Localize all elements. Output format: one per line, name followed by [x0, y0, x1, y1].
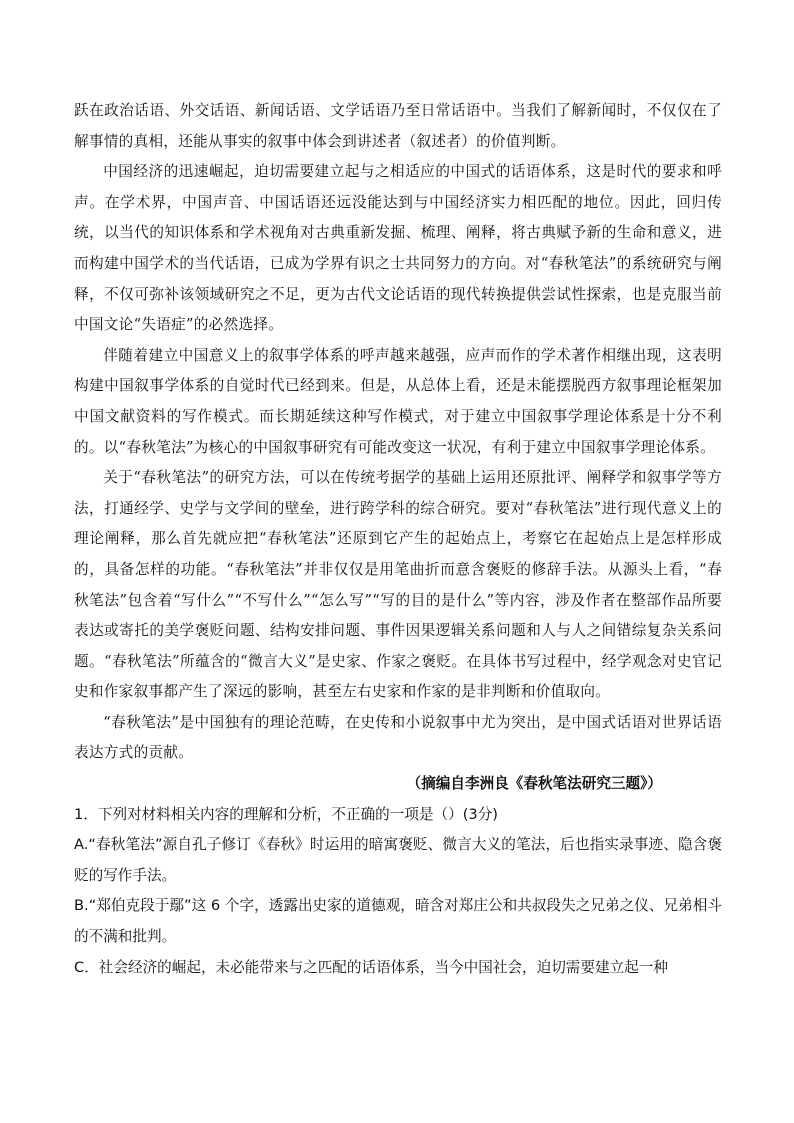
option-a: A.“春秋笔法”源自孔子修订《春秋》时运用的暗寓褒贬、微言大义的笔法，后也指实录事迹、隐含褒贬的写作手法。	[74, 836, 722, 884]
question-stem: 1．下列对材料相关内容的理解和分析，不正确的一项是（）(3分)	[74, 805, 498, 823]
passage-paragraph-continued: 跃在政治话语、外交话语、新闻话语、文学话语乃至日常话语中。当我们了解新闻时，不仅仅在了解事情的真相，还能从事实的叙事中体会到讲述者（叙述者）的价值判断。	[74, 102, 722, 150]
passage-paragraph-4: 关于“春秋笔法”的研究方法，可以在传统考据学的基础上运用还原批评、阐释学和叙事学等方法，打通经学、史学与文学间的壁垒，进行跨学科的综合研究。要对“春秋笔法”进行现代意义上的理论阐释，那么首先就应把“春秋笔法”还原到它产生的起始点上，考察它在起始点上是怎样形成的，具备怎样的功能。“春秋笔法”并非仅仅是用笔曲折而意含褒贬的修辞手法。从源头上看，“春秋笔法”包含着“写什么”“不写什么”“怎么写”“写的目的是什么”等内容，涉及作者在整部作品所要表达或寄托的美学褒贬问题、结构安排问题、事件因果逻辑关系问题和人与人之间错综复杂关系问题。“春秋笔法”所蕴含的“微言大义”是史家、作家之褒贬。在具体书写过程中，经学观念对史官记史和作家叙事都产生了深远的影响，甚至左右史家和作家的是非判断和价值取向。	[74, 469, 722, 701]
passage-source: （摘编自李洲良《春秋笔法研究三题》）	[406, 775, 662, 793]
document-page	[74, 96, 722, 983]
option-c: C．社会经济的崛起，未必能带来与之匹配的话语体系，当今中国社会，迫切需要建立起一种	[74, 958, 668, 976]
passage-paragraph-3: 伴随着建立中国意义上的叙事学体系的呼声越来越强，应声而作的学术著作相继出现，这表明构建中国叙事学体系的自觉时代已经到来。但是，从总体上看，还是未能摆脱西方叙事理论框架加中国文献资料的写作模式。而长期延续这种写作模式，对于建立中国叙事学理论体系是十分不利的。以“春秋笔法”为核心的中国叙事研究有可能改变这一状况，有利于建立中国叙事学理论体系。	[74, 346, 722, 456]
passage-paragraph-5: “春秋笔法”是中国独有的理论范畴，在史传和小说叙事中尤为突出，是中国式话语对世界话语表达方式的贡献。	[74, 713, 722, 762]
passage-paragraph-2: 中国经济的迅速崛起，迫切需要建立起与之相适应的中国式的话语体系，这是时代的要求和呼声。在学术界，中国声音、中国话语还远没能达到与中国经济实力相匹配的地位。因此，回归传统，以当代的知识体系和学术视角对古典重新发掘、梳理、阐释，将古典赋予新的生命和意义，进而构建中国学术的当代话语，已成为学界有识之士共同努力的方向。对“春秋笔法”的系统研究与阐释，不仅可弥补该领域研究之不足，更为古代文论话语的现代转换提供尝试性探索，也是克服当前中国文论“失语症”的必然选择。	[74, 163, 722, 334]
option-b: B.“郑伯克段于鄢”这 6 个字，透露出史家的道德观，暗含对郑庄公和共叔段失之兄弟之仪、兄弟相斗的不满和批判。	[74, 897, 722, 946]
